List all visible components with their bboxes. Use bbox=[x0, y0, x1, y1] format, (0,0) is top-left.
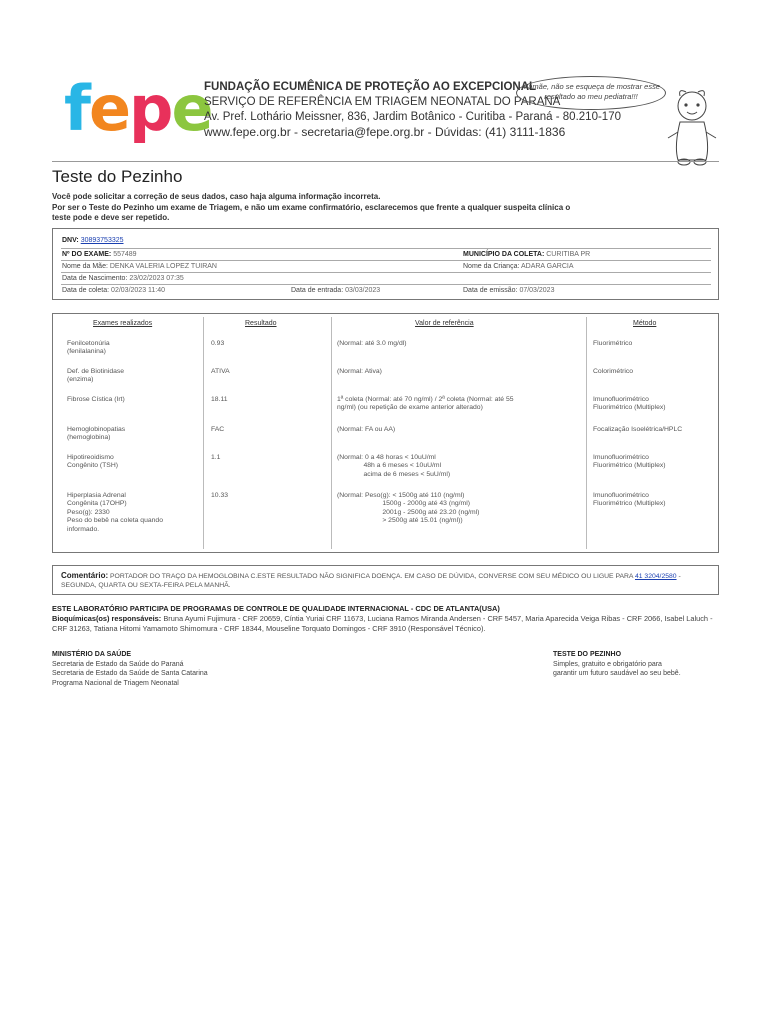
table-row-result: 0.93 bbox=[211, 340, 225, 347]
footer-teste bbox=[553, 650, 681, 679]
comment-tail: - SEGUNDA, QUARTA OU SEXTA-FEIRA PELA MANHÃ. bbox=[61, 573, 681, 589]
table-row-exam: Hipotireoidismo Congênito (TSH) bbox=[67, 454, 118, 470]
biochemists-info bbox=[52, 614, 719, 634]
dnv-link[interactable]: 30893753325 bbox=[80, 237, 124, 244]
table-row-method: Colorimétrico bbox=[593, 368, 634, 375]
column-divider bbox=[331, 317, 332, 549]
municipio-field bbox=[463, 251, 590, 258]
dnv-field bbox=[62, 237, 124, 244]
table-row-reference: (Normal: Ativa) bbox=[337, 368, 382, 375]
exam-number-value: 557489 bbox=[113, 251, 137, 258]
header-divider bbox=[52, 161, 719, 162]
org-contacts: www.fepe.org.br - secretaria@fepe.org.br - Dúvidas: (41) 3111-1836 bbox=[204, 125, 566, 139]
row-divider bbox=[61, 260, 711, 261]
child-name-field bbox=[463, 263, 574, 270]
phone-link[interactable]: 41 3204/2580 bbox=[634, 573, 677, 580]
birth-date-value: 23/02/2023 07:35 bbox=[129, 275, 184, 282]
teste-line-2: garantir um futuro saudável ao seu bebê. bbox=[553, 670, 681, 677]
intro-line-2: Por ser o Teste do Pezinho um exame de Triagem, e não um exame confirmatório, esclarecemos que frente a qualquer suspeita clínica o bbox=[52, 202, 571, 212]
table-row-reference: (Normal: até 3.0 mg/dl) bbox=[337, 340, 407, 347]
table-row-method: Fluorimétrico bbox=[593, 340, 633, 347]
exam-number-label: Nº DO EXAME: bbox=[62, 251, 112, 258]
comment-text bbox=[61, 571, 711, 590]
entry-date-label: Data de entrada: bbox=[291, 287, 344, 294]
mother-name-field bbox=[62, 263, 217, 270]
column-divider bbox=[203, 317, 204, 549]
table-row-method: Imunofluorimétrico Fluorimétrico (Multiplex) bbox=[593, 454, 666, 470]
child-name-value: ADARA GARCIA bbox=[520, 263, 574, 270]
comment-box bbox=[52, 565, 719, 595]
table-row-exam: Fibrose Cística (Irt) bbox=[67, 396, 125, 403]
birth-date-field bbox=[62, 275, 184, 282]
comment-body: PORTADOR DO TRAÇO DA HEMOGLOBINA C.ESTE RESULTADO NÃO SIGNIFICA DOENÇA. EM CASO DE DÚVIDA, CONVERSE COM SEU MÉDICO OU LIGUE PARA bbox=[110, 573, 634, 580]
intro-text bbox=[52, 192, 702, 224]
ministry-line-3: Programa Nacional de Triagem Neonatal bbox=[52, 679, 179, 687]
logo-letter-f: f bbox=[64, 72, 89, 145]
page-header bbox=[64, 72, 724, 172]
results-table bbox=[52, 313, 719, 553]
dnv-label: DNV: bbox=[62, 237, 79, 244]
fepe-logo bbox=[64, 72, 212, 145]
table-row-reference: (Normal: FA ou AA) bbox=[337, 426, 396, 433]
column-divider bbox=[586, 317, 587, 549]
table-row-exam: Def. de Biotinidase (enzima) bbox=[67, 368, 125, 384]
teste-title: TESTE DO PEZINHO bbox=[553, 651, 622, 658]
collection-date-label: Data de coleta: bbox=[62, 287, 110, 294]
patient-info-box bbox=[52, 228, 719, 300]
header-referencia: Valor de referência bbox=[415, 320, 474, 327]
quality-section bbox=[52, 604, 719, 634]
table-row-reference: (Normal: 0 a 48 horas < 10uU/ml 48h a 6 meses < 10uU/ml acima de 6 meses < 5uU/ml) bbox=[337, 454, 451, 478]
table-row-exam: Hiperplasia Adrenal Congênita (17OHP) Peso(g): 2330 Peso do bebê na coleta quando informado. bbox=[67, 492, 163, 533]
ministry-line-1: Secretaria de Estado da Saúde do Paraná bbox=[52, 660, 184, 668]
table-row-method: Focalização Isoelétrica/HPLC bbox=[593, 426, 683, 433]
footer-ministry bbox=[52, 650, 208, 688]
mother-name-label: Nome da Mãe: bbox=[62, 263, 108, 270]
logo-letter-e2: e bbox=[171, 72, 212, 145]
entry-date-value: 03/03/2023 bbox=[345, 287, 381, 294]
ministry-line-2: Secretaria de Estado da Saúde de Santa Catarina bbox=[52, 670, 208, 677]
table-row-reference: (Normal: Peso(g): < 1500g até 110 (ng/ml) 1500g - 2000g até 43 (ng/ml) 2001g - 2500g até 23.20 (ng/ml) > 2500g até 15.01 (ng/ml)) bbox=[337, 492, 480, 525]
biochemists-label: Bioquímicas(os) responsáveis: bbox=[52, 614, 162, 623]
comment-label: Comentário: bbox=[61, 571, 109, 580]
entry-date-field bbox=[291, 287, 380, 294]
quality-title: ESTE LABORATÓRIO PARTICIPA DE PROGRAMAS DE CONTROLE DE QUALIDADE INTERNACIONAL - CDC DE ATLANTA(USA) bbox=[52, 604, 500, 613]
table-row-result: ATIVA bbox=[211, 368, 230, 375]
speech-bubble: Mamãe, não se esqueça de mostrar esse resultado ao meu pediatra!!! bbox=[516, 76, 666, 110]
page-title: Teste do Pezinho bbox=[52, 167, 183, 186]
municipio-label: MUNICÍPIO DA COLETA: bbox=[463, 251, 545, 258]
org-address: Av. Pref. Lothário Meissner, 836, Jardim Botânico - Curitiba - Paraná - 80.210-170 bbox=[204, 111, 621, 123]
mother-name-value: DENKA VALERIA LOPEZ TUIRAN bbox=[109, 263, 217, 270]
table-row-result: 1.1 bbox=[211, 454, 221, 461]
intro-line-3: teste pode e deve ser repetido. bbox=[52, 213, 170, 222]
table-row-exam: Hemoglobinopatias (hemoglobina) bbox=[67, 426, 126, 442]
issue-date-label: Data de emissão: bbox=[463, 287, 518, 294]
table-row-result: FAC bbox=[211, 426, 225, 433]
org-name: FUNDAÇÃO ECUMÊNICA DE PROTEÇÃO AO EXCEPCIONAL bbox=[204, 81, 537, 93]
table-row-result: 10.33 bbox=[211, 492, 229, 499]
child-name-label: Nome da Criança: bbox=[463, 263, 520, 270]
header-metodo: Método bbox=[633, 320, 657, 327]
header-exames: Exames realizados bbox=[93, 320, 153, 327]
intro-line-1: Você pode solicitar a correção de seus dados, caso haja alguma informação incorreta. bbox=[52, 192, 381, 201]
table-row-exam: Fenilcetonúria (fenilalanina) bbox=[67, 340, 110, 356]
table-row-method: Imunofluorimétrico Fluorimétrico (Multiplex) bbox=[593, 396, 666, 412]
row-divider bbox=[61, 284, 711, 285]
row-divider bbox=[61, 272, 711, 273]
collection-date-value: 02/03/2023 11:40 bbox=[111, 287, 166, 294]
logo-letter-e: e bbox=[88, 72, 130, 145]
exam-number-field bbox=[62, 251, 137, 258]
ministry-title: MINISTÉRIO DA SAÚDE bbox=[52, 651, 132, 658]
table-row-result: 18.11 bbox=[211, 396, 228, 403]
issue-date-field bbox=[463, 287, 554, 294]
biochemists-list: Bruna Ayumi Fujimura - CRF 20659, Cíntia Yuriai CRF 11673, Luciana Ramos Miranda Andersen - CRF 5457, Maria Aparecida Veiga Ribas - CRF 2066, Isabel Laluch - CRF 31263, Tatiana Hitomi Yamamoto Shimomura - CRF 18344, Mouseline Torquato Domingos - CRF 3910 (Responsável Técnico). bbox=[52, 614, 713, 633]
birth-date-label: Data de Nascimento: bbox=[62, 275, 128, 282]
row-divider bbox=[61, 248, 711, 249]
org-service: SERVIÇO DE REFERÊNCIA EM TRIAGEM NEONATAL DO PARANÁ bbox=[204, 96, 561, 108]
municipio-value: CURITIBA PR bbox=[546, 251, 591, 258]
issue-date-value: 07/03/2023 bbox=[519, 287, 555, 294]
teste-line-1: Simples, gratuito e obrigatório para bbox=[553, 660, 662, 668]
collection-date-field bbox=[62, 287, 165, 294]
logo-letter-p: p bbox=[129, 72, 172, 145]
baby-illustration-icon bbox=[664, 86, 720, 166]
table-row-method: Imunofluorimétrico Fluorimétrico (Multiplex) bbox=[593, 492, 666, 508]
table-row-reference: 1ª coleta (Normal: até 70 ng/ml) / 2ª coleta (Normal: até 55 ng/ml) (ou repetição de exame anterior alterado) bbox=[337, 396, 514, 412]
header-resultado: Resultado bbox=[245, 320, 277, 327]
